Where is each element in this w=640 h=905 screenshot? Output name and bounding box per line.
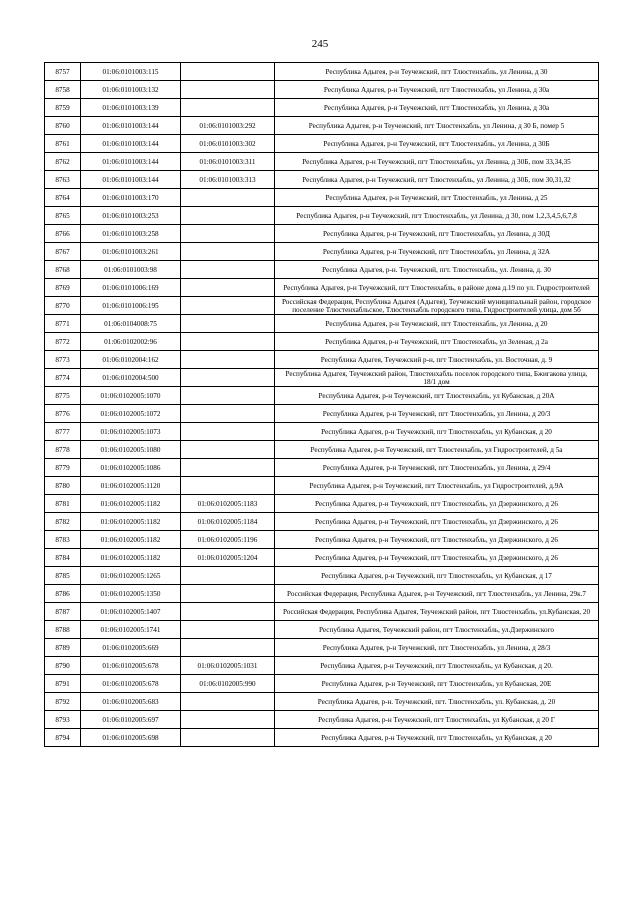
address-cell: Республика Адыгея, Теучежский район, пгт Тлюстенхабль, ул.Дзержинского	[275, 621, 599, 639]
table-row	[45, 171, 599, 189]
row-number-cell: 8764	[45, 189, 81, 207]
cadastral-number-cell: 01:06:0102005:1265	[81, 567, 181, 585]
related-cadastral-number-cell	[181, 63, 275, 81]
table-row	[45, 675, 599, 693]
cadastral-table	[44, 62, 599, 747]
cadastral-number-cell: 01:06:0101003:258	[81, 225, 181, 243]
row-number-cell: 8771	[45, 315, 81, 333]
row-number-cell: 8782	[45, 513, 81, 531]
row-number-cell: 8784	[45, 549, 81, 567]
address-cell: Республика Адыгея, р-н Теучежский, пгт Тлюстенхабль, ул Ленина, д 25	[275, 189, 599, 207]
address-cell: Республика Адыгея, р-н Теучежский, пгт Тлюстенхабль, ул Ленина, д 29/4	[275, 459, 599, 477]
table-row	[45, 153, 599, 171]
table-row	[45, 621, 599, 639]
address-cell: Республика Адыгея, р-н Теучежский, пгт Тлюстенхабль, ул Зеленая, д 2а	[275, 333, 599, 351]
table-row	[45, 459, 599, 477]
table-row	[45, 387, 599, 405]
table-row	[45, 369, 599, 387]
address-cell: Республика Адыгея, р-н. Теучежский, пгт. Тлюстенхабль, ул. Ленина, д. 30	[275, 261, 599, 279]
table-row	[45, 81, 599, 99]
row-number-cell: 8769	[45, 279, 81, 297]
table-row	[45, 711, 599, 729]
row-number-cell: 8776	[45, 405, 81, 423]
table-row	[45, 261, 599, 279]
related-cadastral-number-cell	[181, 333, 275, 351]
row-number-cell: 8792	[45, 693, 81, 711]
table-row	[45, 549, 599, 567]
row-number-cell: 8785	[45, 567, 81, 585]
address-cell: Республика Адыгея, р-н Теучежский, пгт Тлюстенхабль, ул Гидростроителей, д 5а	[275, 441, 599, 459]
cadastral-number-cell: 01:06:0102002:96	[81, 333, 181, 351]
address-cell: Республика Адыгея, р-н Теучежский, пгт Тлюстенхабль, ул Дзержинского, д 26	[275, 531, 599, 549]
related-cadastral-number-cell	[181, 459, 275, 477]
table-row	[45, 603, 599, 621]
related-cadastral-number-cell	[181, 441, 275, 459]
row-number-cell: 8762	[45, 153, 81, 171]
related-cadastral-number-cell	[181, 99, 275, 117]
cadastral-number-cell: 01:06:0102005:678	[81, 657, 181, 675]
cadastral-number-cell: 01:06:0102005:1073	[81, 423, 181, 441]
row-number-cell: 8794	[45, 729, 81, 747]
cadastral-number-cell: 01:06:0102005:1080	[81, 441, 181, 459]
cadastral-number-cell: 01:06:0101003:132	[81, 81, 181, 99]
cadastral-number-cell: 01:06:0102005:1407	[81, 603, 181, 621]
table-row	[45, 63, 599, 81]
related-cadastral-number-cell: 01:06:0102005:1184	[181, 513, 275, 531]
cadastral-number-cell: 01:06:0102005:1350	[81, 585, 181, 603]
row-number-cell: 8781	[45, 495, 81, 513]
related-cadastral-number-cell: 01:06:0101003:311	[181, 153, 275, 171]
related-cadastral-number-cell: 01:06:0101003:292	[181, 117, 275, 135]
address-cell: Республика Адыгея, р-н Теучежский, пгт Тлюстенхабль, ул Гидростроителей, д.9А	[275, 477, 599, 495]
related-cadastral-number-cell	[181, 603, 275, 621]
row-number-cell: 8758	[45, 81, 81, 99]
address-cell: Республика Адыгея, р-н Теучежский, пгт Тлюстенхабль, ул Ленина, д 30Б	[275, 135, 599, 153]
cadastral-number-cell: 01:06:0102005:1741	[81, 621, 181, 639]
related-cadastral-number-cell: 01:06:0102005:1183	[181, 495, 275, 513]
table-row	[45, 531, 599, 549]
address-cell: Республика Адыгея, р-н Теучежский, пгт Тлюстенхабль, ул Ленина, д 30, пом 1,2,3,4,5,6,7,8	[275, 207, 599, 225]
table-row	[45, 117, 599, 135]
table-row	[45, 657, 599, 675]
related-cadastral-number-cell	[181, 639, 275, 657]
row-number-cell: 8761	[45, 135, 81, 153]
cadastral-number-cell: 01:06:0101003:139	[81, 99, 181, 117]
table-row	[45, 423, 599, 441]
table-row	[45, 225, 599, 243]
address-cell: Республика Адыгея, р-н Теучежский, пгт Тлюстенхабль, ул Дзержинского, д 26	[275, 549, 599, 567]
related-cadastral-number-cell: 01:06:0102005:990	[181, 675, 275, 693]
row-number-cell: 8791	[45, 675, 81, 693]
related-cadastral-number-cell	[181, 315, 275, 333]
related-cadastral-number-cell	[181, 423, 275, 441]
cadastral-number-cell: 01:06:0104008:75	[81, 315, 181, 333]
cadastral-number-cell: 01:06:0101003:261	[81, 243, 181, 261]
address-cell: Республика Адыгея, р-н Теучежский, пгт Тлюстенхабль, ул Ленина, д 30а	[275, 81, 599, 99]
page-number: 245	[311, 38, 329, 50]
row-number-cell: 8772	[45, 333, 81, 351]
related-cadastral-number-cell	[181, 225, 275, 243]
row-number-cell: 8783	[45, 531, 81, 549]
address-cell: Республика Адыгея, р-н Теучежский, пгт Тлюстенхабль, ул Кубанская, д 20.	[275, 657, 599, 675]
address-cell: Республика Адыгея, р-н Теучежский, пгт Тлюстенхабль, ул Ленина, д 20	[275, 315, 599, 333]
cadastral-number-cell: 01:06:0101003:144	[81, 117, 181, 135]
related-cadastral-number-cell	[181, 477, 275, 495]
related-cadastral-number-cell	[181, 585, 275, 603]
row-number-cell: 8788	[45, 621, 81, 639]
table-row	[45, 441, 599, 459]
cadastral-number-cell: 01:06:0101003:170	[81, 189, 181, 207]
related-cadastral-number-cell: 01:06:0102005:1196	[181, 531, 275, 549]
row-number-cell: 8765	[45, 207, 81, 225]
row-number-cell: 8759	[45, 99, 81, 117]
address-cell: Республика Адыгея, Теучежский район, Тлюстенхабль поселок городского типа, Бжигакова улица, 18/1 дом	[275, 369, 599, 387]
related-cadastral-number-cell	[181, 189, 275, 207]
cadastral-number-cell: 01:06:0102005:669	[81, 639, 181, 657]
related-cadastral-number-cell	[181, 711, 275, 729]
related-cadastral-number-cell	[181, 351, 275, 369]
table-row	[45, 351, 599, 369]
related-cadastral-number-cell	[181, 405, 275, 423]
address-cell: Республика Адыгея, Теучежский р-н, пгт Тлюстенхабль, ул. Восточная, д. 9	[275, 351, 599, 369]
cadastral-number-cell: 01:06:0102004:500	[81, 369, 181, 387]
row-number-cell: 8777	[45, 423, 81, 441]
table-row	[45, 315, 599, 333]
address-cell: Республика Адыгея, р-н Теучежский, пгт Тлюстенхабль, ул Кубанская, д 20А	[275, 387, 599, 405]
cadastral-number-cell: 01:06:0101006:169	[81, 279, 181, 297]
address-cell: Республика Адыгея, р-н Теучежский, пгт Тлюстенхабль, ул Дзержинского, д 26	[275, 513, 599, 531]
related-cadastral-number-cell	[181, 243, 275, 261]
related-cadastral-number-cell	[181, 81, 275, 99]
table-row	[45, 639, 599, 657]
address-cell: Республика Адыгея, р-н Теучежский, пгт Тлюстенхабль, ул Ленина, д 30Д	[275, 225, 599, 243]
cadastral-number-cell: 01:06:0101003:144	[81, 135, 181, 153]
cadastral-number-cell: 01:06:0102005:1086	[81, 459, 181, 477]
related-cadastral-number-cell	[181, 567, 275, 585]
address-cell: Республика Адыгея, р-н Теучежский, пгт Тлюстенхабль, ул Дзержинского, д 26	[275, 495, 599, 513]
row-number-cell: 8780	[45, 477, 81, 495]
cadastral-number-cell: 01:06:0102005:697	[81, 711, 181, 729]
table-row	[45, 297, 599, 315]
table-row	[45, 513, 599, 531]
table-row	[45, 189, 599, 207]
row-number-cell: 8787	[45, 603, 81, 621]
related-cadastral-number-cell: 01:06:0102005:1031	[181, 657, 275, 675]
row-number-cell: 8793	[45, 711, 81, 729]
cadastral-number-cell: 01:06:0102005:1182	[81, 531, 181, 549]
cadastral-number-cell: 01:06:0102005:1072	[81, 405, 181, 423]
table-row	[45, 99, 599, 117]
table-row	[45, 405, 599, 423]
cadastral-number-cell: 01:06:0102005:1120	[81, 477, 181, 495]
related-cadastral-number-cell: 01:06:0102005:1204	[181, 549, 275, 567]
row-number-cell: 8786	[45, 585, 81, 603]
cadastral-number-cell: 01:06:0102005:698	[81, 729, 181, 747]
row-number-cell: 8773	[45, 351, 81, 369]
cadastral-number-cell: 01:06:0101006:195	[81, 297, 181, 315]
cadastral-number-cell: 01:06:0102005:1182	[81, 549, 181, 567]
table-row	[45, 477, 599, 495]
row-number-cell: 8757	[45, 63, 81, 81]
table-row	[45, 729, 599, 747]
table-row	[45, 279, 599, 297]
row-number-cell: 8766	[45, 225, 81, 243]
address-cell: Республика Адыгея, р-н Теучежский, пгт Тлюстенхабль, ул Ленина, д 30Б, пом 33,34,35	[275, 153, 599, 171]
related-cadastral-number-cell	[181, 297, 275, 315]
cadastral-number-cell: 01:06:0102005:678	[81, 675, 181, 693]
cadastral-number-cell: 01:06:0101003:98	[81, 261, 181, 279]
row-number-cell: 8790	[45, 657, 81, 675]
table-row	[45, 585, 599, 603]
row-number-cell: 8767	[45, 243, 81, 261]
row-number-cell: 8770	[45, 297, 81, 315]
address-cell: Республика Адыгея, р-н Теучежский, пгт Тлюстенхабль, ул Кубанская, 20Е	[275, 675, 599, 693]
address-cell: Республика Адыгея, р-н Теучежский, пгт Тлюстенхабль, в районе дома д.19 по ул. Гидростроителей	[275, 279, 599, 297]
address-cell: Российская Федерация, Республика Адыгея, Теучежский район, пгт Тлюстенхабль, ул.Кубанская, 20	[275, 603, 599, 621]
related-cadastral-number-cell	[181, 207, 275, 225]
address-cell: Республика Адыгея, р-н Теучежский, пгт Тлюстенхабль, ул Ленина, д 20/3	[275, 405, 599, 423]
address-cell: Российская Федерация, Республика Адыгея, р-н Теучежский, пгт Тлюстенхабль, ул Ленина, 29к.7	[275, 585, 599, 603]
address-cell: Республика Адыгея, р-н Теучежский, пгт Тлюстенхабль, ул Кубанская, д 20 Г	[275, 711, 599, 729]
address-cell: Республика Адыгея, р-н Теучежский, пгт Тлюстенхабль, ул Ленина, д 30	[275, 63, 599, 81]
row-number-cell: 8774	[45, 369, 81, 387]
row-number-cell: 8779	[45, 459, 81, 477]
table-row	[45, 495, 599, 513]
related-cadastral-number-cell	[181, 621, 275, 639]
address-cell: Российская Федерация, Республика Адыгея (Адыгея), Теучежский муниципальный район, городское поселение Тлюстенхабльское, Тлюстенхабль городского типа, Гидростроителей улица, дом 5б	[275, 297, 599, 315]
cadastral-number-cell: 01:06:0101003:144	[81, 171, 181, 189]
table-row	[45, 207, 599, 225]
table-row	[45, 693, 599, 711]
table-row	[45, 135, 599, 153]
related-cadastral-number-cell	[181, 387, 275, 405]
row-number-cell: 8775	[45, 387, 81, 405]
cadastral-number-cell: 01:06:0102005:1182	[81, 495, 181, 513]
related-cadastral-number-cell: 01:06:0101003:313	[181, 171, 275, 189]
related-cadastral-number-cell	[181, 729, 275, 747]
table-row	[45, 333, 599, 351]
table-body	[45, 63, 599, 747]
address-cell: Республика Адыгея, р-н Теучежский, пгт Тлюстенхабль, ул Ленина, д 28/3	[275, 639, 599, 657]
table-row	[45, 567, 599, 585]
related-cadastral-number-cell	[181, 693, 275, 711]
cadastral-number-cell: 01:06:0102005:683	[81, 693, 181, 711]
related-cadastral-number-cell	[181, 369, 275, 387]
address-cell: Республика Адыгея, р-н Теучежский, пгт Тлюстенхабль, ул Ленина, д 32А	[275, 243, 599, 261]
table-row	[45, 243, 599, 261]
related-cadastral-number-cell	[181, 279, 275, 297]
cadastral-number-cell: 01:06:0101003:144	[81, 153, 181, 171]
address-cell: Республика Адыгея, р-н Теучежский, пгт Тлюстенхабль, ул Ленина, д 30Б, пом 30,31,32	[275, 171, 599, 189]
row-number-cell: 8778	[45, 441, 81, 459]
address-cell: Республика Адыгея, р-н. Теучежский, пгт. Тлюстенхабль, ул. Кубанская, д. 20	[275, 693, 599, 711]
cadastral-number-cell: 01:06:0101003:253	[81, 207, 181, 225]
row-number-cell: 8763	[45, 171, 81, 189]
row-number-cell: 8789	[45, 639, 81, 657]
related-cadastral-number-cell	[181, 261, 275, 279]
row-number-cell: 8760	[45, 117, 81, 135]
cadastral-number-cell: 01:06:0101003:115	[81, 63, 181, 81]
row-number-cell: 8768	[45, 261, 81, 279]
address-cell: Республика Адыгея, р-н Теучежский, пгт Тлюстенхабль, ул Кубанская, д 17	[275, 567, 599, 585]
related-cadastral-number-cell: 01:06:0101003:302	[181, 135, 275, 153]
address-cell: Республика Адыгея, р-н Теучежский, пгт Тлюстенхабль, ул Ленина, д 30 Б, помер 5	[275, 117, 599, 135]
cadastral-number-cell: 01:06:0102005:1070	[81, 387, 181, 405]
address-cell: Республика Адыгея, р-н Теучежский, пгт Тлюстенхабль, ул Ленина, д 30а	[275, 99, 599, 117]
address-cell: Республика Адыгея, р-н Теучежский, пгт Тлюстенхабль, ул Кубанская, д 20	[275, 423, 599, 441]
cadastral-number-cell: 01:06:0102004:162	[81, 351, 181, 369]
cadastral-number-cell: 01:06:0102005:1182	[81, 513, 181, 531]
address-cell: Республика Адыгея, р-н Теучежский, пгт Тлюстенхабль, ул Кубанская, д 20	[275, 729, 599, 747]
